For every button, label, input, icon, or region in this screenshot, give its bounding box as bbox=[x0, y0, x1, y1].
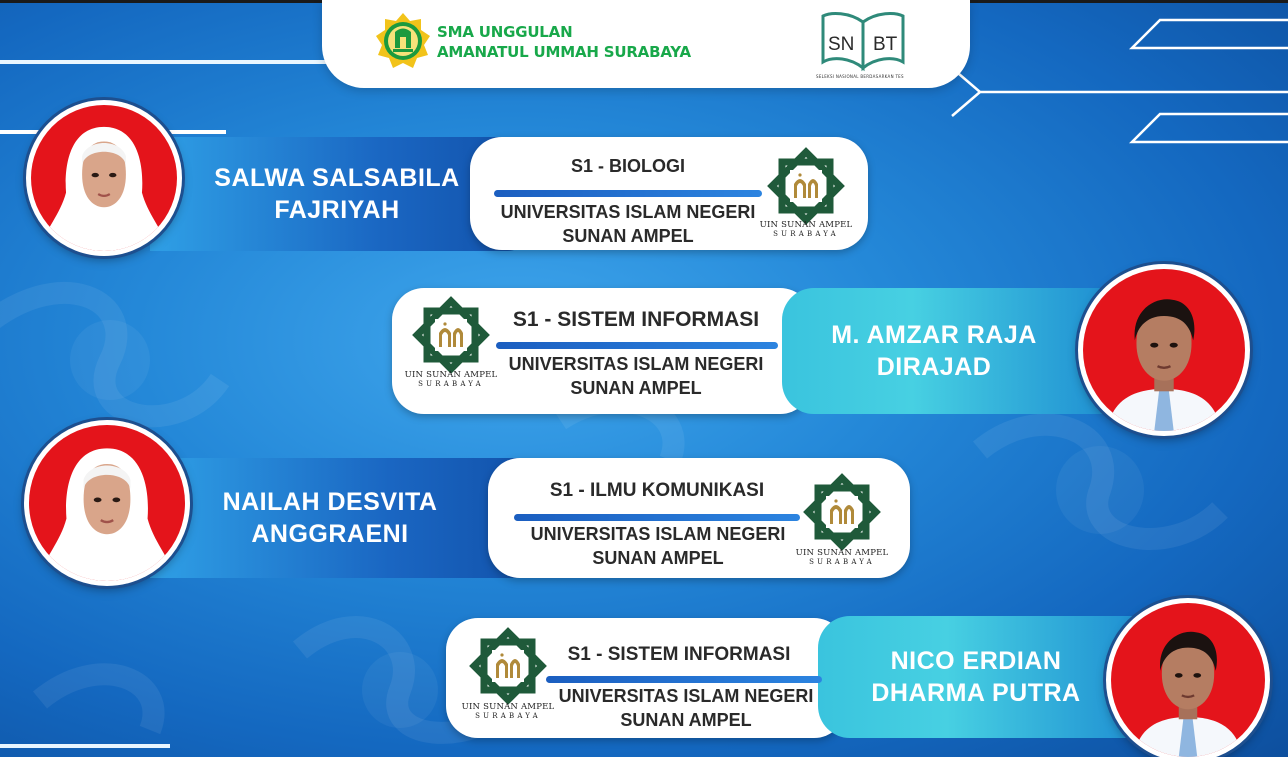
program-label: S1 - SISTEM INFORMASI bbox=[512, 308, 760, 331]
student-name-line1: NICO ERDIAN bbox=[890, 647, 1062, 675]
student-name-line1: SALWA SALSABILA bbox=[214, 164, 460, 192]
header-banner bbox=[322, 0, 970, 88]
uin-logo-icon bbox=[468, 626, 548, 706]
school-name-line1: SMA UNGGULAN bbox=[437, 23, 573, 41]
university-line1: UNIVERSITAS ISLAM NEGERI bbox=[530, 524, 786, 544]
university-line2: SUNAN AMPEL bbox=[620, 710, 752, 730]
uin-caption-line2: SURABAYA bbox=[773, 230, 839, 238]
student-name-line2: DIRAJAD bbox=[876, 353, 992, 381]
student-photo bbox=[1078, 264, 1250, 436]
student-name-line2: DHARMA PUTRA bbox=[871, 679, 1081, 707]
uin-logo-caption bbox=[460, 703, 556, 721]
divider-bar bbox=[496, 342, 778, 349]
student-name-line1: NAILAH DESVITA bbox=[222, 488, 438, 516]
university-line2: SUNAN AMPEL bbox=[562, 226, 694, 246]
university-line1: UNIVERSITAS ISLAM NEGERI bbox=[500, 202, 756, 222]
university-line2: SUNAN AMPEL bbox=[570, 378, 702, 398]
uin-logo-icon bbox=[766, 146, 846, 226]
deco-line bbox=[0, 60, 330, 64]
university-line1: UNIVERSITAS ISLAM NEGERI bbox=[508, 354, 764, 374]
program-label: S1 - BIOLOGI bbox=[570, 156, 685, 176]
university-name bbox=[494, 200, 762, 248]
student-photo bbox=[1106, 598, 1270, 757]
school-name bbox=[437, 22, 691, 62]
snbt-subtitle: SELEKSI NASIONAL BERDASARKAN TES bbox=[816, 74, 904, 79]
student-photo bbox=[24, 420, 190, 586]
uin-logo-icon bbox=[411, 295, 491, 375]
circuit-lines-ornament bbox=[950, 18, 1288, 178]
uin-caption-line2: SURABAYA bbox=[809, 558, 875, 566]
divider-bar bbox=[546, 676, 822, 683]
program-label: S1 - ILMU KOMUNIKASI bbox=[549, 480, 765, 501]
school-name-line2: AMANATUL UMMAH SURABAYA bbox=[437, 43, 691, 61]
divider-bar bbox=[514, 514, 800, 521]
university-line2: SUNAN AMPEL bbox=[592, 548, 724, 568]
uin-logo-caption bbox=[758, 221, 854, 239]
uin-caption-line1: UIN SUNAN AMPEL bbox=[461, 702, 555, 712]
university-name bbox=[496, 352, 776, 400]
school-logo-icon bbox=[374, 12, 432, 70]
uin-caption-line1: UIN SUNAN AMPEL bbox=[759, 220, 853, 230]
program-label: S1 - SISTEM INFORMASI bbox=[567, 644, 791, 665]
university-line1: UNIVERSITAS ISLAM NEGERI bbox=[558, 686, 814, 706]
student-name-line1: M. AMZAR RAJA bbox=[831, 321, 1037, 349]
uin-caption-line1: UIN SUNAN AMPEL bbox=[404, 370, 498, 380]
deco-line bbox=[0, 744, 170, 748]
student-photo bbox=[26, 100, 182, 256]
student-name-line2: FAJRIYAH bbox=[274, 196, 400, 224]
uin-logo-icon bbox=[802, 472, 882, 552]
student-name-line2: ANGGRAENI bbox=[251, 520, 409, 548]
student-name-box bbox=[782, 288, 1108, 414]
university-name bbox=[550, 684, 822, 732]
student-name-box bbox=[818, 616, 1140, 738]
uin-caption-line1: UIN SUNAN AMPEL bbox=[795, 548, 889, 558]
snbt-left-text: SN bbox=[828, 34, 855, 55]
uin-caption-line2: SURABAYA bbox=[475, 712, 541, 720]
snbt-right-text: BT bbox=[873, 34, 898, 55]
uin-caption-line2: SURABAYA bbox=[418, 380, 484, 388]
uin-logo-caption bbox=[794, 549, 890, 567]
university-name bbox=[518, 522, 798, 570]
divider-bar bbox=[494, 190, 762, 197]
uin-logo-caption bbox=[403, 371, 499, 389]
